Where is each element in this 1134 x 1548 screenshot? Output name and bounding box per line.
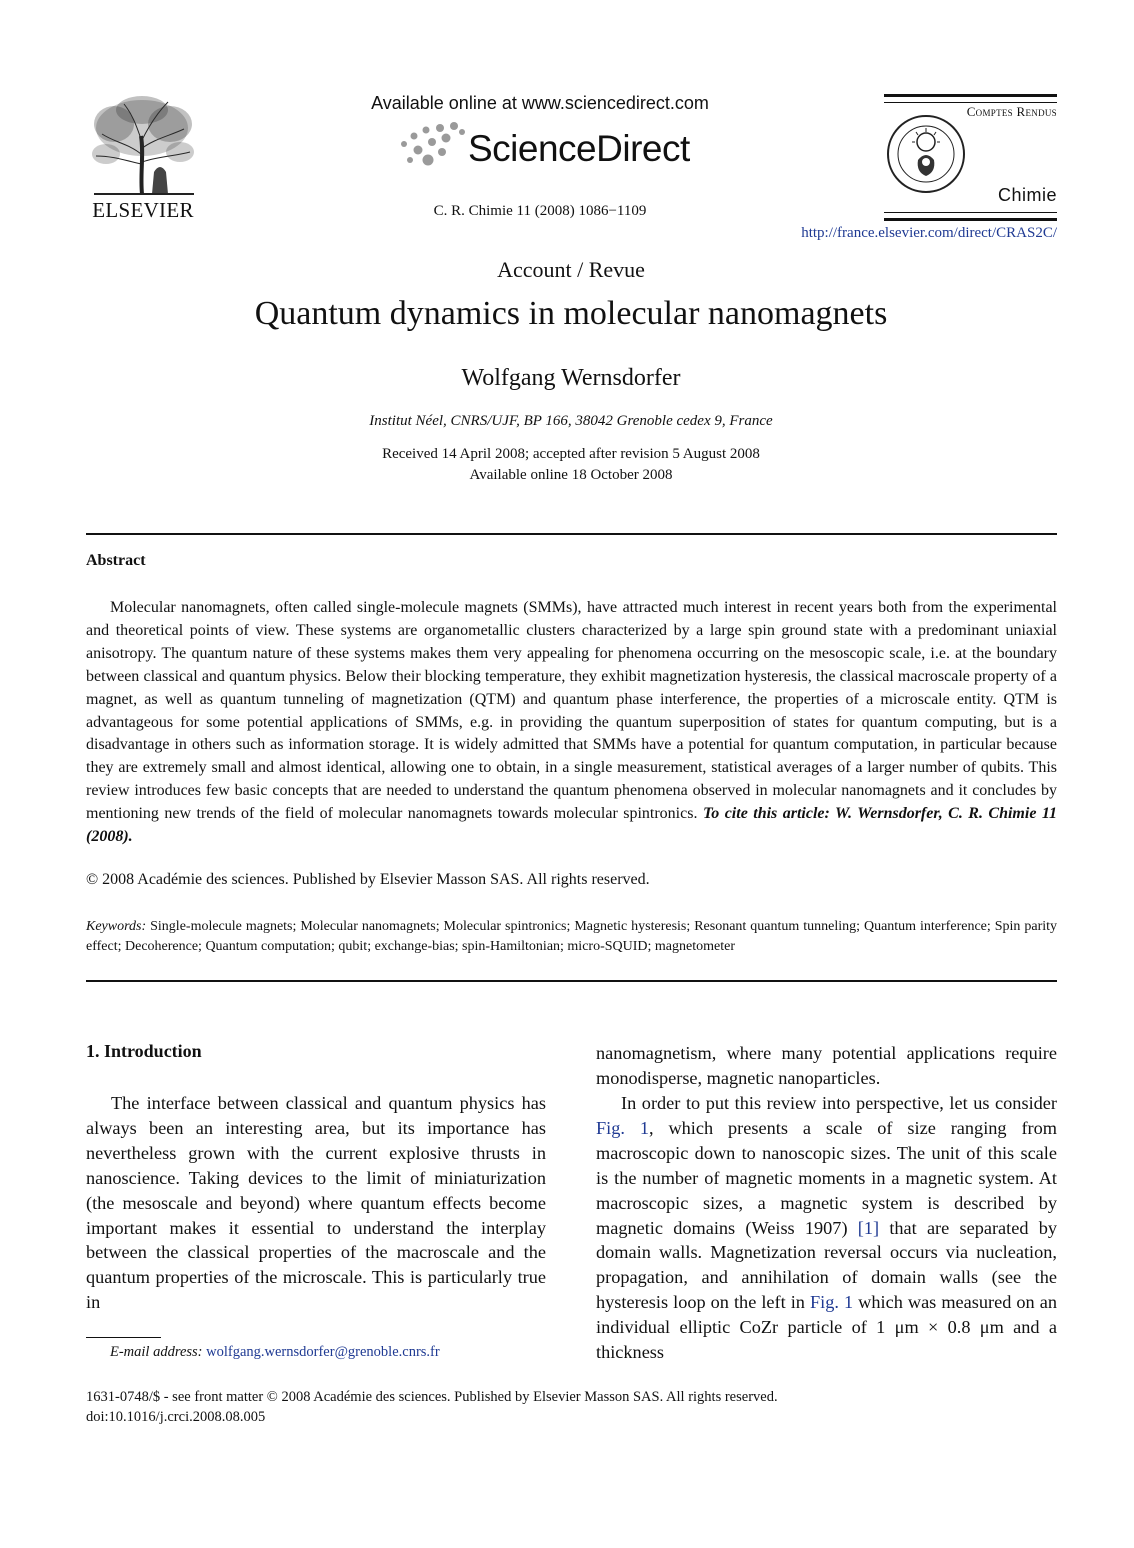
journal-name-chimie: Chimie [997,185,1057,205]
author-name: Wolfgang Wernsdorfer [461,365,681,391]
abstract-heading: Abstract [86,552,146,569]
email-label: E-mail address: [110,1344,203,1360]
paragraph-text: , which presents a scale of size ranging from macroscopic down to nanoscopic sizes. The unit of this scale is the number of magnetic moments in a magnetic system. At macroscopic sizes, a magnetic system is described by magnetic domains (Weiss 1907) [596,1117,1057,1238]
sciencedirect-brand[interactable]: ScienceDirect [468,128,690,169]
journal-cover-top-rule [884,94,1057,103]
intro-paragraph-continuation: nanomagnetism, where many potential applications require monodisperse, magnetic nanoparticles. [596,1043,1057,1088]
abstract-top-rule [86,533,1057,535]
abstract-body [86,597,1057,849]
paragraph-text: which was measured on an individual elliptic CoZr particle of 1 μm × 0.8 μm and a thickness [596,1292,1057,1363]
footnote-rule [86,1337,161,1338]
intro-paragraph-left: The interface between classical and quantum physics has always been an interesting area, but its importance has nevertheless grown with the current explosive thrusts in nanoscience. Taking devices to the limit of miniaturization (the mesoscale and beyond) where quantum effects become important makes it essential to understand the interplay between the classical properties of the macroscale and the quantum properties of the microscale. This is particularly true in [86,1093,546,1313]
section-heading-introduction: 1. Introduction [86,1041,202,1061]
article-title: Quantum dynamics in molecular nanomagnets [254,295,888,332]
abstract-bottom-rule [86,980,1057,982]
available-online-banner[interactable]: Available online at www.sciencedirect.com [371,93,709,113]
abstract-text: Molecular nanomagnets, often called single-molecule magnets (SMMs), have attracted much interest in recent years both from the experimental and theoretical points of view. These systems are organometallic clusters characterized by a large spin ground state with a predominant uniaxial anisotropy. The quantum nature of these systems makes them very appealing for phenomena occurring on the mesoscopic scale, i.e. at the boundary between classical and quantum physics. Below their blocking temperature, they exhibit magnetization hysteresis, the classical macroscale property of a magnet, as well as quantum tunneling of magnetization (QTM) and quantum phase interference, the properties of a microscale entity. QTM is advantageous for some potential applications of SMMs, e.g. in providing the quantum superposition of states for quantum computing, but is a disadvantage in others such as information storage. It is widely admitted that SMMs have a potential for quantum computation, in particular because they are extremely small and almost identical, allowing one to obtain, in a single measurement, statistical averages of a larger number of qubits. This review introduces few basic concepts that are needed to understand the quantum phenomena observed in molecular nanomagnets and it concludes by mentioning new trends of the field of molecular nanomagnets towards molecular spintronics. [86,599,1057,823]
intro-paragraph-right [596,1091,1057,1365]
cite-this-article: To cite this article: W. Wernsdorfer, C. R. Chimie 11 (2008). [86,805,1058,846]
keywords-label: Keywords: [86,919,147,934]
author-affiliation: Institut Néel, CNRS/UJF, BP 166, 38042 Grenoble cedex 9, France [369,413,773,429]
paragraph-text: In order to put this review into perspective, let us consider [621,1093,1057,1113]
figure-1-link[interactable]: Fig. 1 [809,1292,854,1313]
journal-name-comptes-rendus: Comptes Rendus [966,104,1057,119]
sciencedirect-dots-icon [396,122,468,168]
author-email-link[interactable]: wolfgang.wernsdorfer@grenoble.cnrs.fr [206,1344,440,1360]
academie-seal-icon [884,112,968,196]
paragraph-text: that are separated by domain walls. Magnetization reversal occurs via nucleation, propagation, and annihilation of domain walls (see the hysteresis loop on the left in [596,1217,1057,1313]
journal-reference: C. R. Chimie 11 (2008) 1086−1109 [433,203,647,219]
article-type: Account / Revue [497,257,645,282]
keywords [86,917,1057,957]
received-dates: Received 14 April 2008; accepted after revision 5 August 2008 [382,446,760,462]
journal-url-link[interactable]: http://france.elsevier.com/direct/CRAS2C/ [801,225,1057,241]
available-online-date: Available online 18 October 2008 [469,467,673,483]
elsevier-wordmark: ELSEVIER [92,198,194,222]
keywords-list: Single-molecule magnets; Molecular nanomagnets; Molecular spintronics; Magnetic hysteresis; Resonant quantum tunneling; Quantum interference; Spin parity effect; Decoherence; Quantum computation; qubit; exchange-bias; spin-Hamiltonian; micro-SQUID; magnetometer [86,919,1058,954]
doi[interactable]: doi:10.1016/j.crci.2008.08.005 [86,1409,266,1425]
reference-1-link[interactable]: [1] [857,1217,880,1238]
journal-cover-bottom-rule [884,212,1057,221]
abstract-copyright: © 2008 Académie des sciences. Published by Elsevier Masson SAS. All rights reserved. [86,871,650,888]
front-matter-line: 1631-0748/$ - see front matter © 2008 Académie des sciences. Published by Elsevier Masson SAS. All rights reserved. [86,1389,778,1405]
footnote-email [110,1344,440,1361]
figure-1-link[interactable]: Fig. 1 [596,1117,649,1138]
